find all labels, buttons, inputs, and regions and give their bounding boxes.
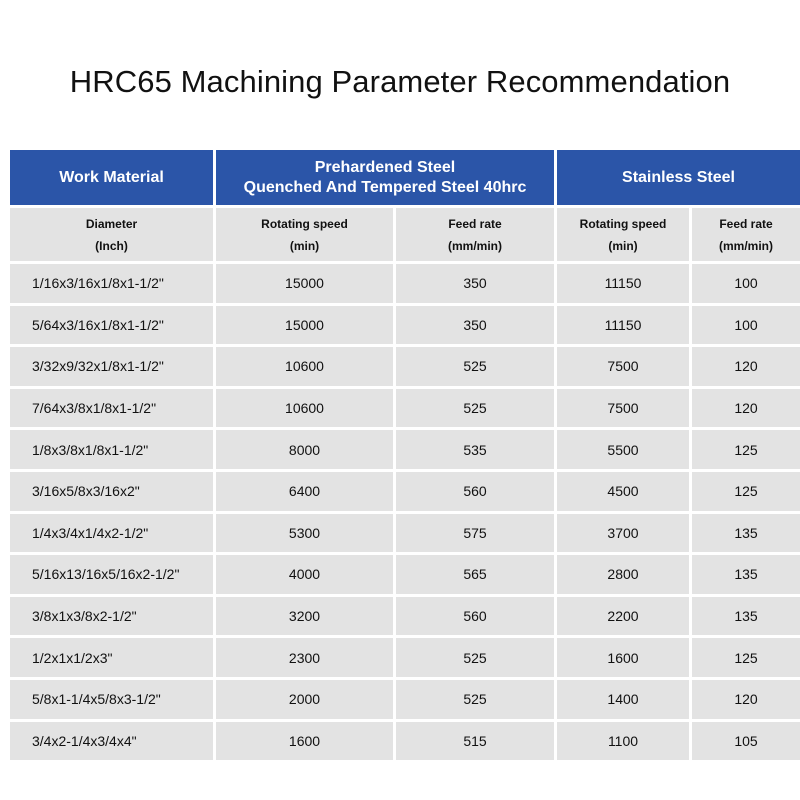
pre-speed-cell: 2000 — [216, 680, 393, 719]
ss-feed-cell: 100 — [692, 264, 800, 303]
ss-feed-cell: 120 — [692, 347, 800, 386]
ss-speed-cell: 7500 — [557, 347, 689, 386]
quenched-tempered-title: Quenched And Tempered Steel 40hrc — [243, 178, 527, 196]
pre-feed-header — [396, 208, 554, 261]
ss-speed-cell: 11150 — [557, 306, 689, 345]
ss-feed-cell: 135 — [692, 597, 800, 636]
ss-speed-cell: 11150 — [557, 264, 689, 303]
ss-feed-cell: 135 — [692, 514, 800, 553]
table-row — [10, 472, 800, 511]
ss-feed-unit: (mm/min) — [719, 238, 773, 253]
table-row — [10, 306, 800, 345]
table-row — [10, 638, 800, 677]
pre-feed-cell: 515 — [396, 722, 554, 761]
pre-feed-label: Feed rate — [448, 216, 502, 231]
ss-feed-cell: 135 — [692, 555, 800, 594]
diameter-cell: 3/4x2-1/4x3/4x4" — [10, 722, 213, 761]
diameter-cell: 5/8x1-1/4x5/8x3-1/2" — [10, 680, 213, 719]
pre-speed-cell: 10600 — [216, 389, 393, 428]
ss-speed-cell: 5500 — [557, 430, 689, 469]
ss-speed-header — [557, 208, 689, 261]
pre-speed-cell: 5300 — [216, 514, 393, 553]
table-row — [10, 722, 800, 761]
diameter-cell: 5/64x3/16x1/8x1-1/2" — [10, 306, 213, 345]
ss-feed-cell: 120 — [692, 389, 800, 428]
ss-speed-cell: 2200 — [557, 597, 689, 636]
diameter-cell: 1/2x1x1/2x3" — [10, 638, 213, 677]
parameter-table — [7, 147, 800, 763]
ss-speed-cell: 1100 — [557, 722, 689, 761]
pre-speed-cell: 1600 — [216, 722, 393, 761]
diameter-cell: 3/16x5/8x3/16x2" — [10, 472, 213, 511]
ss-feed-cell: 125 — [692, 472, 800, 511]
pre-speed-cell: 6400 — [216, 472, 393, 511]
header-row — [10, 150, 800, 205]
ss-feed-cell: 120 — [692, 680, 800, 719]
ss-speed-cell: 1600 — [557, 638, 689, 677]
table-row — [10, 680, 800, 719]
table-row — [10, 555, 800, 594]
pre-feed-cell: 525 — [396, 638, 554, 677]
table-body — [10, 264, 800, 760]
diameter-unit: (Inch) — [95, 238, 128, 253]
ss-feed-header — [692, 208, 800, 261]
ss-feed-cell: 125 — [692, 638, 800, 677]
pre-speed-header — [216, 208, 393, 261]
ss-speed-cell: 4500 — [557, 472, 689, 511]
ss-speed-cell: 1400 — [557, 680, 689, 719]
pre-feed-cell: 525 — [396, 680, 554, 719]
pre-speed-cell: 3200 — [216, 597, 393, 636]
pre-feed-cell: 560 — [396, 597, 554, 636]
pre-speed-unit: (min) — [289, 238, 320, 253]
diameter-label: Diameter — [85, 216, 138, 231]
diameter-cell: 1/16x3/16x1/8x1-1/2" — [10, 264, 213, 303]
subheader-row — [10, 208, 800, 261]
pre-feed-cell: 560 — [396, 472, 554, 511]
stainless-steel-header: Stainless Steel — [557, 150, 800, 205]
ss-speed-cell: 3700 — [557, 514, 689, 553]
pre-speed-label: Rotating speed — [261, 216, 348, 231]
pre-feed-cell: 565 — [396, 555, 554, 594]
pre-speed-cell: 10600 — [216, 347, 393, 386]
table-row — [10, 347, 800, 386]
pre-speed-cell: 4000 — [216, 555, 393, 594]
pre-speed-cell: 2300 — [216, 638, 393, 677]
diameter-cell: 7/64x3/8x1/8x1-1/2" — [10, 389, 213, 428]
diameter-cell: 3/8x1x3/8x2-1/2" — [10, 597, 213, 636]
ss-speed-unit: (min) — [608, 238, 638, 253]
diameter-cell: 5/16x13/16x5/16x2-1/2" — [10, 555, 213, 594]
diameter-header — [10, 208, 213, 261]
ss-speed-cell: 2800 — [557, 555, 689, 594]
table-row — [10, 430, 800, 469]
diameter-cell: 1/4x3/4x1/4x2-1/2" — [10, 514, 213, 553]
table-row — [10, 514, 800, 553]
ss-feed-cell: 125 — [692, 430, 800, 469]
pre-feed-cell: 350 — [396, 306, 554, 345]
ss-feed-cell: 105 — [692, 722, 800, 761]
table-row — [10, 389, 800, 428]
pre-feed-cell: 525 — [396, 347, 554, 386]
page-title: HRC65 Machining Parameter Recommendation — [69, 64, 731, 99]
diameter-cell: 1/8x3/8x1/8x1-1/2" — [10, 430, 213, 469]
table-row — [10, 264, 800, 303]
prehardened-steel-header — [216, 150, 554, 205]
ss-feed-label: Feed rate — [719, 216, 773, 231]
prehardened-steel-title: Prehardened Steel — [314, 158, 456, 176]
table-row — [10, 597, 800, 636]
diameter-cell: 3/32x9/32x1/8x1-1/2" — [10, 347, 213, 386]
pre-feed-cell: 535 — [396, 430, 554, 469]
pre-feed-unit: (mm/min) — [448, 238, 502, 253]
ss-speed-label: Rotating speed — [579, 216, 667, 231]
pre-feed-cell: 525 — [396, 389, 554, 428]
pre-speed-cell: 15000 — [216, 306, 393, 345]
pre-speed-cell: 15000 — [216, 264, 393, 303]
pre-feed-cell: 575 — [396, 514, 554, 553]
work-material-header: Work Material — [10, 150, 213, 205]
pre-speed-cell: 8000 — [216, 430, 393, 469]
ss-speed-cell: 7500 — [557, 389, 689, 428]
ss-feed-cell: 100 — [692, 306, 800, 345]
pre-feed-cell: 350 — [396, 264, 554, 303]
